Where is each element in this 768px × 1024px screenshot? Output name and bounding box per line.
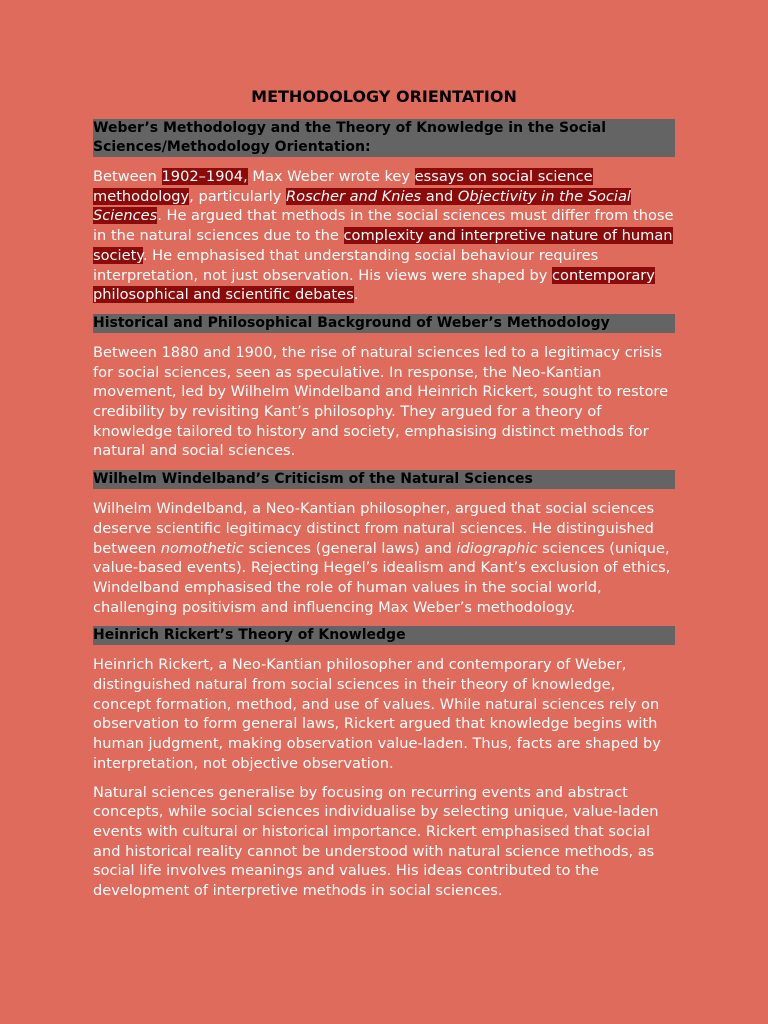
section-heading-windelband: Wilhelm Windelband’s Criticism of the Natural Sciences — [93, 470, 675, 489]
paragraph-historical-background: Between 1880 and 1900, the rise of natural sciences led to a legitimacy crisis for social sciences, seen as speculative. In response, the Neo-Kantian movement, led by Wilhelm Windelband and Heinrich Rickert, sought to restore credibility by revisiting Kant’s philosophy. They argued for a theory of knowledge tailored to history and society, emphasising distinct methods for natural and social sciences. — [93, 343, 669, 460]
italic-title-roscher-knies: Roscher and Knies — [286, 187, 422, 205]
text-span: , particularly — [189, 187, 287, 205]
text-span: Wilhelm Windelband, a Neo-Kantian philosopher, argued that social sciences deserve scientific legitimacy distinct from natural sciences. He distinguished between — [93, 500, 655, 557]
highlight-years: 1902–1904, — [161, 168, 248, 185]
paragraph-rickert-generalise: Natural sciences generalise by focusing on recurring events and abstract concepts, while social sciences individualise by selecting unique, value-laden events with cultural or historical importance. Rickert emphasised that social and historical reality cannot be understood with natural science methods, as social life involves meanings and values. His ideas contributed to the development of interpretive methods in social sciences. — [93, 783, 659, 900]
text-span: . He argued that methods in the social sciences must differ from those in the natural sciences due to the — [93, 207, 674, 245]
highlight-essays: essays on social science methodology — [93, 168, 593, 205]
text-span: . — [353, 286, 359, 304]
document-body — [93, 86, 675, 901]
highlight-complexity: complexity and interpretive nature of human society — [93, 227, 673, 264]
italic-term-idiographic: idiographic — [456, 539, 538, 557]
text-span: sciences (unique, value-based events). Rejecting Hegel’s idealism and Kant’s exclusion of ethics, Windelband emphasised the role of human values in the social world, challenging positivism and influencing Max Weber’s methodology. — [93, 539, 671, 616]
paragraph-windelband — [93, 499, 675, 617]
paragraph-rickert-knowledge: Heinrich Rickert, a Neo-Kantian philosopher and contemporary of Weber, distinguished natural from social sciences in their theory of knowledge, concept formation, method, and use of values. While natural sciences rely on observation to form general laws, Rickert argued that knowledge begins with human judgment, making observation value-laden. Thus, facts are shaped by interpretation, not objective observation. — [93, 656, 661, 772]
text-span: Max Weber wrote key — [247, 168, 415, 185]
text-span: and — [421, 187, 458, 205]
section-heading-rickert: Heinrich Rickert’s Theory of Knowledge — [93, 626, 675, 645]
page-title: METHODOLOGY ORIENTATION — [251, 87, 517, 106]
italic-title-objectivity: Objectivity in the Social Sciences — [93, 187, 631, 225]
text-span: sciences (general laws) and — [243, 539, 457, 557]
text-span: Between — [93, 168, 162, 185]
paragraph-weber-essays — [93, 167, 675, 305]
italic-term-nomothetic: nomothetic — [160, 539, 244, 557]
section-heading-historical-background: Historical and Philosophical Background of Weber’s Methodology — [93, 314, 675, 333]
text-span: . He emphasised that understanding social behaviour requires interpretation, not just observation. His views were shaped by — [93, 246, 599, 284]
section-heading-weber-methodology: Weber’s Methodology and the Theory of Knowledge in the Social Sciences/Methodology Orientation: — [93, 119, 675, 157]
highlight-debates: contemporary philosophical and scientific debates — [93, 266, 655, 304]
